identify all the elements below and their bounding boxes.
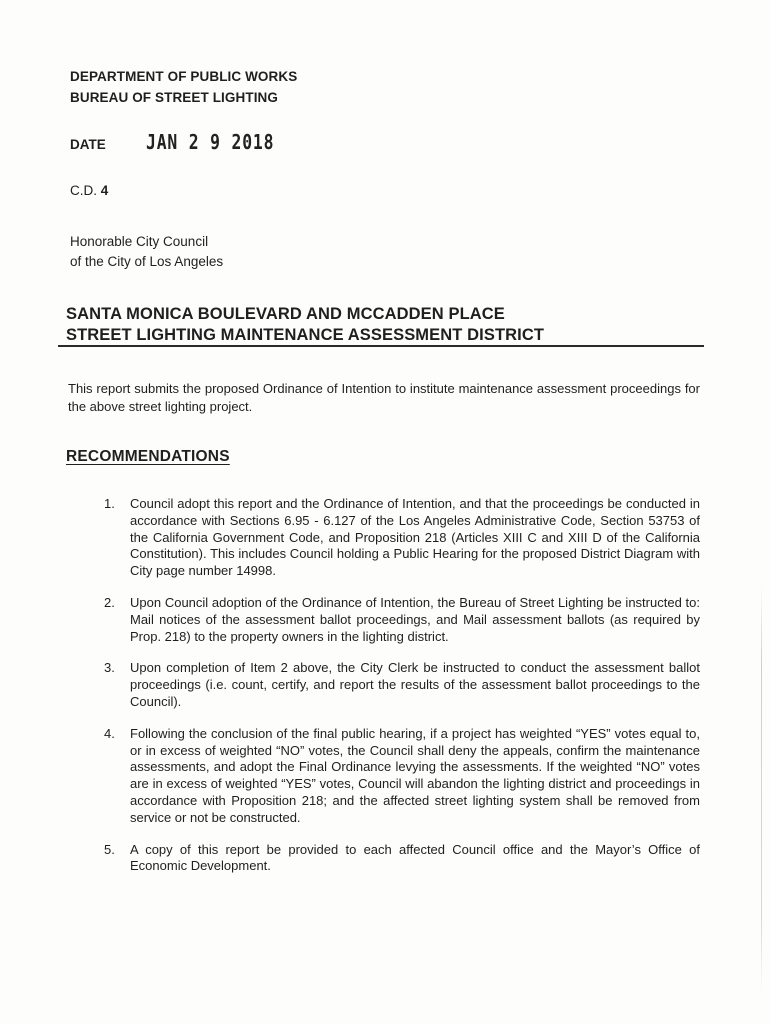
council-district-label: C.D.	[70, 183, 97, 198]
document-title	[66, 304, 706, 346]
recommendations-list	[104, 496, 700, 890]
recommendations-heading: RECOMMENDATIONS	[66, 448, 230, 465]
item-text: Upon Council adoption of the Ordinance of Intention, the Bureau of Street Lighting be instructed to: Mail notices of the assessment ballot proceedings, and Mail assessment ballots (as required by Prop. 218) to the property owners in the lighting district.	[130, 594, 700, 644]
bureau-name: BUREAU OF STREET LIGHTING	[70, 90, 278, 105]
item-text: Following the conclusion of the final public hearing, if a project has weighted “YES” votes equal to, or in excess of weighted “NO” votes, the Council shall deny the appeals, confirm the maintenance assessments, and adopt the Final Ordinance levying the assessments. If the weighted “NO” votes are in excess of weighted “YES” votes, Council will abandon the lighting district and proceedings in accordance with Proposition 218; and the affected street lighting system shall be removed from service or not be constructed.	[130, 725, 700, 825]
item-number: 4.	[104, 725, 115, 741]
title-underline	[58, 345, 704, 347]
addressee-line-2: of the City of Los Angeles	[70, 254, 224, 269]
item-number: 5.	[104, 841, 115, 857]
item-number: 1.	[104, 496, 115, 511]
item-text: Upon completion of Item 2 above, the City Clerk be instructed to conduct the assessment ballot proceedings (i.e. count, certify, and report the results of the assessment ballot proceedings to the Council).	[130, 660, 700, 709]
list-item	[104, 496, 700, 580]
date-label: DATE	[70, 137, 106, 152]
intro-paragraph: This report submits the proposed Ordinance of Intention to institute maintenance assessment proceedings for the above street lighting project.	[68, 381, 700, 414]
date-stamp: JAN 2 9 2018	[146, 130, 275, 154]
item-number: 3.	[104, 660, 115, 676]
list-item	[104, 842, 700, 876]
council-district-number: 4	[100, 183, 109, 198]
item-text: A copy of this report be provided to each affected Council office and the Mayor’s Office of Economic Development.	[130, 841, 700, 874]
list-item	[104, 595, 700, 645]
list-item	[104, 660, 700, 710]
title-line-2: STREET LIGHTING MAINTENANCE ASSESSMENT DISTRICT	[66, 326, 545, 344]
list-item	[104, 726, 700, 827]
scan-edge-shadow	[761, 580, 762, 1000]
item-text: Council adopt this report and the Ordinance of Intention, and that the proceedings be conducted in accordance with Sections 6.95 - 6.127 of the Los Angeles Administrative Code, Section 53753 of the California Government Code, and Proposition 218 (Articles XIII C and XIII D of the California Constitution). This includes Council holding a Public Hearing for the proposed District Diagram with City page number 14998.	[130, 496, 700, 579]
date-row	[70, 130, 303, 154]
item-number: 2.	[104, 594, 115, 610]
addressee	[70, 232, 223, 272]
addressee-line-1: Honorable City Council	[70, 234, 209, 249]
title-line-1: SANTA MONICA BOULEVARD AND MCCADDEN PLACE	[66, 305, 505, 323]
letterhead	[70, 66, 297, 108]
department-name: DEPARTMENT OF PUBLIC WORKS	[70, 69, 298, 84]
council-district	[70, 183, 108, 198]
